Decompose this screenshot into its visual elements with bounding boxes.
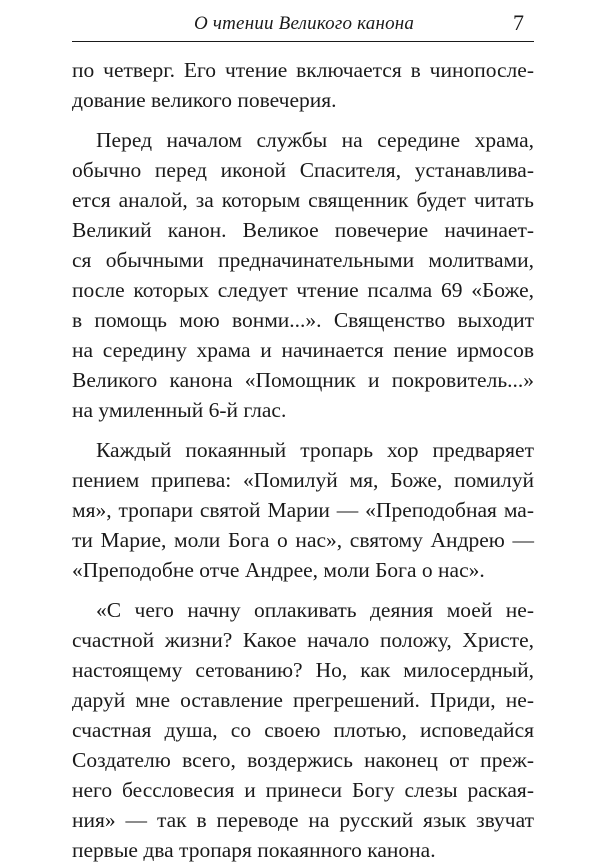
text-line: ния» — так в переводе на русский язык звучат bbox=[72, 808, 534, 832]
text-line: счастная душа, со своею плотью, исповедайся bbox=[72, 718, 534, 742]
text-line: счастной жизни? Какое начало положу, Христе, bbox=[72, 628, 534, 652]
text-line: обычно перед иконой Спасителя, устанавлива- bbox=[72, 158, 534, 182]
text-line: ся обычными предначинательными молитвами, bbox=[72, 248, 534, 272]
running-head-title: О чтении Великого канона bbox=[194, 13, 415, 34]
text-line: дование великого повечерия. bbox=[72, 88, 337, 112]
text-line: даруй мне оставление прегрешений. Приди, не- bbox=[72, 688, 534, 712]
text-line: после которых следует чтение псалма 69 «Боже, bbox=[72, 278, 534, 302]
body-text bbox=[72, 55, 534, 865]
paragraph-3 bbox=[72, 435, 534, 585]
text-line: ется аналой, за которым священник будет читать bbox=[72, 188, 534, 212]
text-line: Перед началом службы на середине храма, bbox=[96, 128, 534, 152]
paragraph-4 bbox=[72, 595, 534, 865]
text-line: Великий канон. Великое повечерие начинает- bbox=[72, 218, 534, 242]
text-line: по четверг. Его чтение включается в чинопосле- bbox=[72, 58, 534, 82]
header-rule bbox=[72, 41, 534, 42]
text-line: «Преподобне отче Андрее, моли Бога о нас». bbox=[72, 558, 485, 582]
page-number: 7 bbox=[513, 10, 524, 35]
text-line: в помощь мою вонми...». Священство выходит bbox=[72, 308, 534, 332]
text-line: Создателю всего, воздержись наконец от преж- bbox=[72, 748, 534, 772]
paragraph-2 bbox=[72, 125, 534, 425]
text-line: на умиленный 6-й глас. bbox=[72, 398, 287, 422]
text-line: пением припева: «Помилуй мя, Боже, помилуй bbox=[72, 468, 534, 492]
text-line: первые два тропаря покаянного канона. bbox=[72, 838, 436, 862]
paragraph-1 bbox=[72, 55, 534, 115]
text-line: ти Марие, моли Бога о нас», святому Андрею — bbox=[72, 528, 534, 552]
text-line: на середину храма и начинается пение ирмосов bbox=[72, 338, 534, 362]
text-line: Каждый покаянный тропарь хор предваряет bbox=[96, 438, 534, 462]
text-line: «С чего начну оплакивать деяния моей не- bbox=[96, 598, 534, 622]
text-line: настоящему сетованию? Но, как милосердный, bbox=[72, 658, 534, 682]
text-line: мя», тропари святой Марии — «Преподобная ма- bbox=[72, 498, 534, 522]
running-head bbox=[72, 6, 534, 40]
text-line: него бессловесия и принеси Богу слезы раская- bbox=[72, 778, 534, 802]
text-line: Великого канона «Помощник и покровитель...» bbox=[72, 368, 534, 392]
